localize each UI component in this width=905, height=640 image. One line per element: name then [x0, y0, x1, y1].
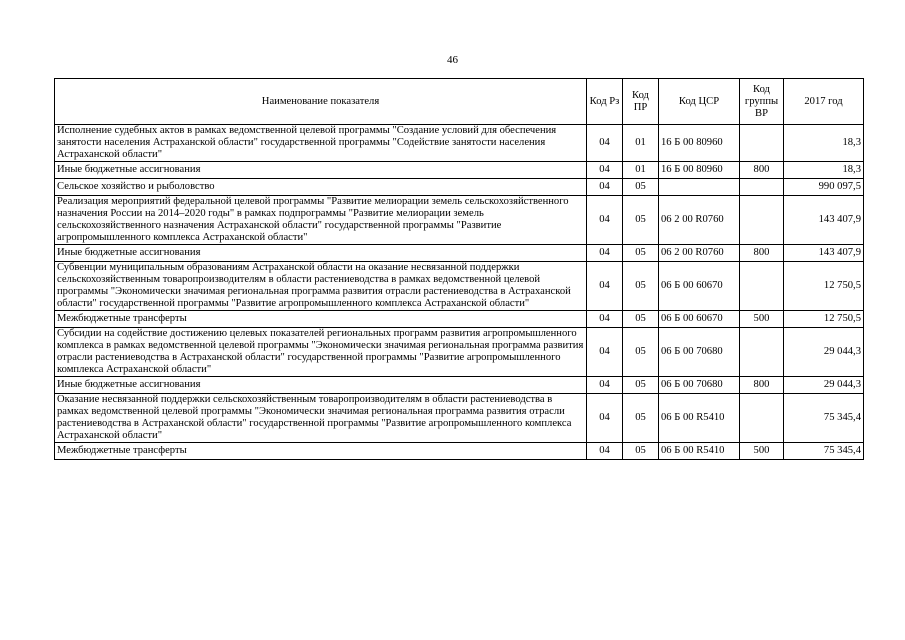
row-vr	[740, 394, 784, 443]
table-row	[55, 328, 864, 377]
row-vr	[740, 262, 784, 311]
row-vr	[740, 328, 784, 377]
row-csr: 06 Б 00 60670	[659, 262, 740, 311]
row-vr: 500	[740, 443, 784, 460]
row-pr: 05	[623, 179, 659, 196]
table-row	[55, 394, 864, 443]
row-amount: 75 345,4	[784, 443, 864, 460]
table-row	[55, 443, 864, 460]
row-rz: 04	[587, 377, 623, 394]
header-name: Наименование показателя	[55, 79, 587, 125]
table-row	[55, 196, 864, 245]
row-pr: 05	[623, 394, 659, 443]
row-rz: 04	[587, 125, 623, 162]
row-pr: 05	[623, 311, 659, 328]
row-csr: 06 2 00 R0760	[659, 196, 740, 245]
row-rz: 04	[587, 328, 623, 377]
row-name: Межбюджетные трансферты	[55, 443, 587, 460]
row-csr: 06 2 00 R0760	[659, 245, 740, 262]
row-csr: 06 Б 00 70680	[659, 328, 740, 377]
row-pr: 05	[623, 245, 659, 262]
row-vr	[740, 196, 784, 245]
row-name: Иные бюджетные ассигнования	[55, 162, 587, 179]
table-row	[55, 377, 864, 394]
row-pr: 05	[623, 443, 659, 460]
row-csr: 06 Б 00 60670	[659, 311, 740, 328]
header-vr: Код группы ВР	[740, 79, 784, 125]
row-csr	[659, 179, 740, 196]
table-row	[55, 245, 864, 262]
row-vr: 500	[740, 311, 784, 328]
row-name: Иные бюджетные ассигнования	[55, 245, 587, 262]
row-vr: 800	[740, 245, 784, 262]
row-name: Иные бюджетные ассигнования	[55, 377, 587, 394]
row-pr: 01	[623, 125, 659, 162]
row-name: Межбюджетные трансферты	[55, 311, 587, 328]
table-row	[55, 162, 864, 179]
row-rz: 04	[587, 162, 623, 179]
row-amount: 143 407,9	[784, 196, 864, 245]
row-name: Субвенции муниципальным образованиям Астраханской области на оказание несвязанной поддержки сельскохозяйственным товаропроизводителям в области растениеводства в рамках ведомственной целевой программы "Экономически значимая региональная программа развития отрасли растениеводства в Астраханской области" государственной программы "Развитие агропромышленного комплекса Астраханской области"	[55, 262, 587, 311]
table-row	[55, 311, 864, 328]
row-rz: 04	[587, 196, 623, 245]
page-number: 46	[447, 54, 458, 66]
row-amount: 75 345,4	[784, 394, 864, 443]
table-row	[55, 179, 864, 196]
row-rz: 04	[587, 443, 623, 460]
row-csr: 16 Б 00 80960	[659, 162, 740, 179]
table-row	[55, 262, 864, 311]
row-pr: 05	[623, 196, 659, 245]
row-amount: 12 750,5	[784, 262, 864, 311]
row-vr	[740, 179, 784, 196]
row-name: Исполнение судебных актов в рамках ведомственной целевой программы "Создание условий для обеспечения занятости населения Астраханской области" государственной программы "Содействие занятости населения Астраханской области"	[55, 125, 587, 162]
row-name: Оказание несвязанной поддержки сельскохозяйственным товаропроизводителям в области растениеводства в рамках ведомственной целевой программы "Экономически значимая региональная программа развития отрасли растениеводства в Астраханской области" государственной программы "Развитие агропромышленного комплекса Астраханской области"	[55, 394, 587, 443]
row-csr: 06 Б 00 R5410	[659, 394, 740, 443]
row-pr: 05	[623, 328, 659, 377]
row-vr: 800	[740, 377, 784, 394]
row-rz: 04	[587, 394, 623, 443]
row-rz: 04	[587, 179, 623, 196]
row-name: Субсидии на содействие достижению целевых показателей региональных программ развития агропромышленного комплекса в рамках ведомственной целевой программы "Экономически значимая региональная программа развития отрасли растениеводства в Астраханской области" государственной программы "Развитие агропромышленного комплекса Астраханской области"	[55, 328, 587, 377]
row-csr: 06 Б 00 R5410	[659, 443, 740, 460]
row-csr: 06 Б 00 70680	[659, 377, 740, 394]
row-pr: 05	[623, 377, 659, 394]
row-pr: 05	[623, 262, 659, 311]
header-year: 2017 год	[784, 79, 864, 125]
row-rz: 04	[587, 311, 623, 328]
row-amount: 18,3	[784, 125, 864, 162]
header-pr: Код ПР	[623, 79, 659, 125]
header-rz: Код Рз	[587, 79, 623, 125]
row-csr: 16 Б 00 80960	[659, 125, 740, 162]
row-amount: 990 097,5	[784, 179, 864, 196]
table-row	[55, 125, 864, 162]
row-amount: 12 750,5	[784, 311, 864, 328]
row-rz: 04	[587, 262, 623, 311]
table-header-row	[55, 79, 864, 125]
row-name: Реализация мероприятий федеральной целевой программы "Развитие мелиорации земель сельскохозяйственного назначения России на 2014–2020 годы" в рамках подпрограммы "Развитие мелиорации земель сельскохозяйственного назначения Астраханской области" государственной программы "Развитие агропромышленного комплекса Астраханской области"	[55, 196, 587, 245]
row-name: Сельское хозяйство и рыболовство	[55, 179, 587, 196]
budget-table	[54, 78, 864, 460]
row-vr: 800	[740, 162, 784, 179]
row-amount: 18,3	[784, 162, 864, 179]
row-amount: 29 044,3	[784, 377, 864, 394]
header-csr: Код ЦСР	[659, 79, 740, 125]
row-pr: 01	[623, 162, 659, 179]
row-amount: 29 044,3	[784, 328, 864, 377]
row-amount: 143 407,9	[784, 245, 864, 262]
row-rz: 04	[587, 245, 623, 262]
row-vr	[740, 125, 784, 162]
